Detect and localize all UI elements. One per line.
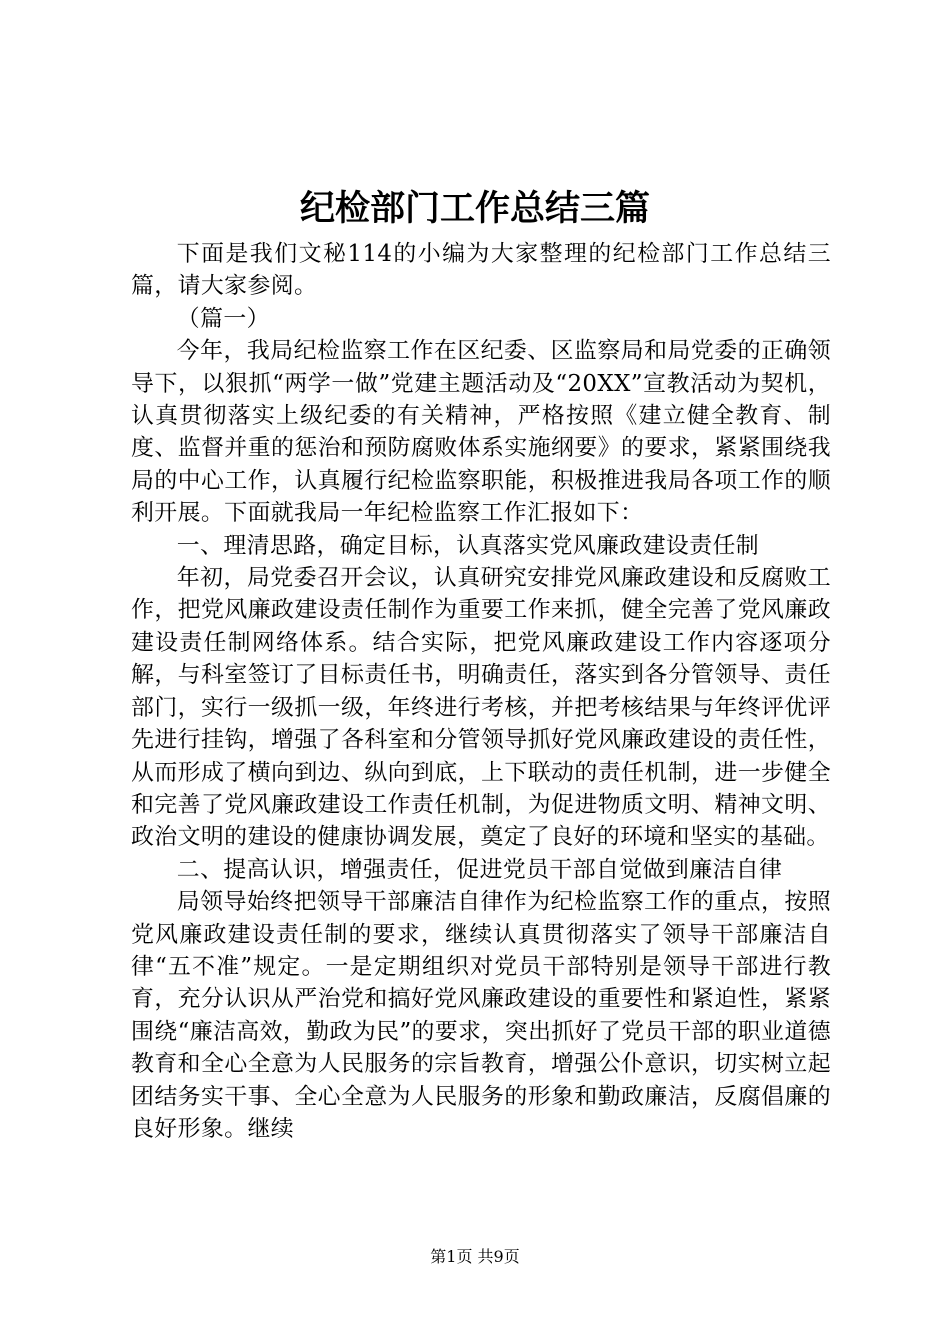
paragraph-overview: 今年，我局纪检监察工作在区纪委、区监察局和局党委的正确领导下，以狠抓“两学一做”党建主题活动及“20XX”宣教活动为契机，认真贯彻落实上级纪委的有关精神，严格按照《建立健全教育、制度、监督并重的惩治和预防腐败体系实施纲要》的要求，紧紧围绕我局的中心工作，认真履行纪检监察职能，积极推进我局各项工作的顺利开展。下面就我局一年纪检监察工作汇报如下： <box>131 338 831 527</box>
paragraph-intro: 下面是我们文秘114的小编为大家整理的纪检部门工作总结三篇，请大家参阅。 <box>131 241 831 300</box>
paragraph-section-two: 局领导始终把领导干部廉洁自律作为纪检监察工作的重点，按照党风廉政建设责任制的要求，继续认真贯彻落实了领导干部廉洁自律“五不准”规定。一是定期组织对党员干部特别是领导干部进行教育，充分认识从严治党和搞好党风廉政建设的重要性和紧迫性，紧紧围绕“廉洁高效，勤政为民”的要求，突出抓好了党员干部的职业道德教育和全心全意为人民服务的宗旨教育，增强公仆意识，切实树立起团结务实干事、全心全意为人民服务的形象和勤政廉洁，反腐倡廉的良好形象。继续 <box>131 889 831 1142</box>
heading-section-one: 一、理清思路，确定目标，认真落实党风廉政建设责任制 <box>176 532 760 559</box>
page-footer: 第1页 共9页 <box>430 1247 520 1266</box>
document-title: 纪检部门工作总结三篇 <box>299 188 650 229</box>
paragraph-section-one: 年初，局党委召开会议，认真研究安排党风廉政建设和反腐败工作，把党风廉政建设责任制作为重要工作来抓，健全完善了党风廉政建设责任制网络体系。结合实际，把党风廉政建设工作内容逐项分解，与科室签订了目标责任书，明确责任，落实到各分管领导、责任部门，实行一级抓一级，年终进行考核，并把考核结果与年终评优评先进行挂钩，增强了各科室和分管领导抓好党风廉政建设的责任性，从而形成了横向到边、纵向到底，上下联动的责任机制，进一步健全和完善了党风廉政建设工作责任机制，为促进物质文明、精神文明、政治文明的建设的健康协调发展，奠定了良好的环境和坚实的基础。 <box>131 565 831 851</box>
document-body <box>131 238 831 1145</box>
section-label: （篇一） <box>176 305 270 332</box>
heading-section-two: 二、提高认识，增强责任，促进党员干部自觉做到廉洁自律 <box>176 856 783 883</box>
